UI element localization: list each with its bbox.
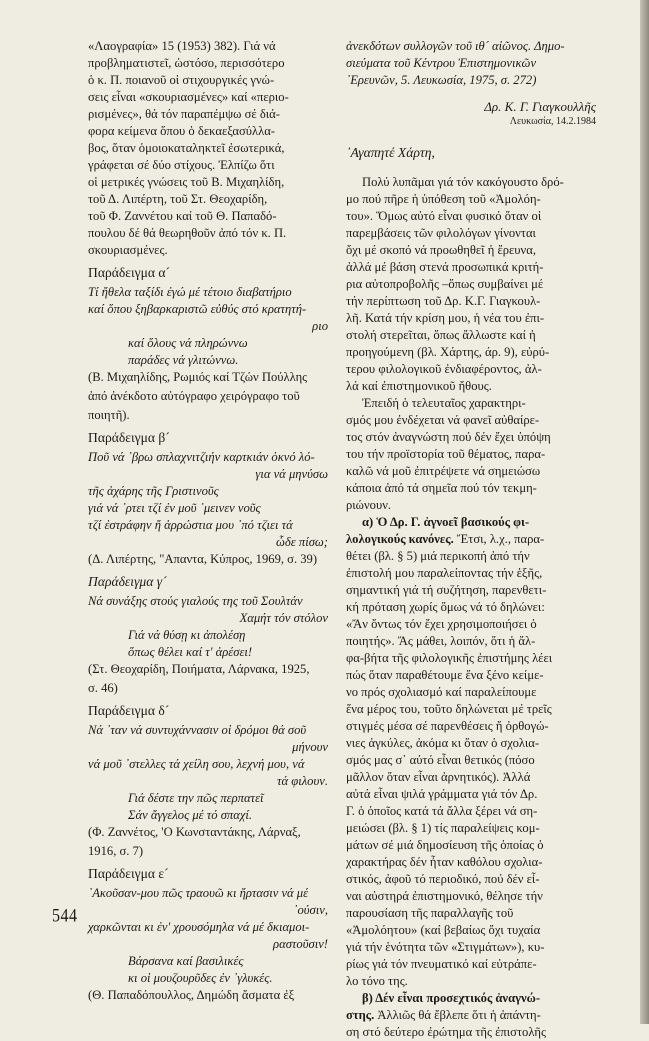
text-line: «Ἄν ὄντως τόν ἔχει χρησιμοποιήσει ὁ: [346, 617, 537, 631]
text-line: ποιητής». Ἄς μάθει, λοιπόν, ὅτι ἡ ἄλ-: [346, 634, 536, 648]
verse-line: Τί ἤθελα ταξίδι ἐγώ μέ τέτοιο διαβατήριο: [88, 285, 292, 299]
section-b-body: [346, 1024, 596, 1041]
text-line: γράφεται σέ δύο στίχους. Ἐλπίζω ὅτι: [88, 158, 275, 172]
example-source: (Φ. Ζαννέτος, 'Ο Κωνσταντάκης, Λάρναξ,: [88, 825, 301, 839]
text-line: ἕνα μέρος του, τοῦτο δηλώνεται μέ τρεῖς: [346, 702, 552, 716]
text-line: μειώσει (βλ. § 1) τίς παραλείψεις κομ-: [346, 821, 540, 835]
text-line: στικός, ἀφοῦ τό περιοδικό, πού δέν εἶ-: [346, 872, 540, 886]
text-line: τοῦ Δ. Λιπέρτη, τοῦ Στ. Θεοχαρίδη,: [88, 192, 268, 206]
verse-line: ραστοῦσιν!: [273, 937, 328, 951]
verse-line: τά φιλουν.: [276, 774, 328, 788]
text-line: τήν περίπτωση τοῦ Δρ. Κ.Γ. Γιαγκουλ-: [346, 294, 541, 308]
text-line: ση στό δεύτερο ἐρώτημα τῆς ἐπιστολῆς: [346, 1025, 547, 1039]
text-line: μάτων σέ μιά δημοσίευση τῆς ὁποίας ὁ: [346, 838, 544, 852]
verse-line: γιά νά ᾽ρτει τζί ἐν μοῦ ᾽μειvεν νοῦς: [88, 501, 261, 515]
verse-line: νά μοῦ ᾽στελλες τά χείλη σου, λεχνή μου, νά: [88, 757, 305, 771]
text-line: νιες ἀγκύλες, ἀκόμα κι ὅταν ὁ σχολια-: [346, 736, 540, 750]
text-line: λά καί ἐπιστημονικοῦ ἤθους.: [346, 379, 492, 393]
section-a: [346, 514, 596, 990]
verse-line: καί ὅπου ξηβαρκαριστῶ εὐθύς στό κρατητή-: [88, 302, 307, 316]
text-line: σεις εἶναι «σκουριασμένες» καί «περιο-: [88, 90, 289, 104]
text-line: φορα κείμενα ὅπου ὁ δεκαεξασύλλα-: [88, 124, 275, 138]
verse-line: Βάρσανα καί βασιλικές: [128, 954, 244, 968]
citation-line: ᾽Ερευνῶν, 5. Λευκωσία, 1975, σ. 272): [346, 73, 537, 87]
text-line: «Ἀμολόητου» (καί βεβαίως ὄχι τυχαία: [346, 923, 541, 937]
page-edge-shadow: [640, 0, 649, 1024]
paragraph-2: [346, 395, 596, 514]
text-line: ναι αὐστηρά ἐπιστημονικό, θέλησε τήν: [346, 889, 543, 903]
example-source: (Δ. Λιπέρτης, "Απαντα, Κύπρος, 1969, σ. 39): [88, 552, 318, 566]
text-line: τοῦ Φ. Ζαννέτου καί τοῦ Θ. Παπαδό-: [88, 209, 277, 223]
text-line: τερου φιλολογικοῦ ἐνδιαφέροντος, ἀλ-: [346, 362, 542, 376]
verse-line: τζί ἐστράφην ἤ ἀρρώστια μου ᾽πό τζιει τά: [88, 518, 293, 532]
verse-line: ᾽Ακοῦσαν-μου πῶς τραουῶ κι ἤρτασιν νά μέ: [88, 886, 309, 900]
verse-line: τῆς ἀχάρης τῆς Γριστινοῦς: [88, 484, 219, 498]
text-line: μᾶλλον ὅταν εἶναι ἀρνητικός). Ἀλλά: [346, 770, 531, 784]
section-b-title: β) Δέν εἶναι προσεχτικός ἀναγνώ-: [362, 991, 541, 1005]
section-a-heading-line: [346, 514, 596, 531]
letter-salutation: ᾽Αγαπητέ Χάρτη,: [346, 145, 435, 160]
left-column: [88, 38, 328, 1006]
verse-line: παράδες νά γλιτώννω.: [128, 353, 239, 367]
text-line: χαρακτήρας δέν ἦταν καθόλου σχολια-: [346, 855, 543, 869]
text-line: ὄχι μέ σκοπό νά προωθηθεῖ ἡ ἔρευνα,: [346, 243, 536, 257]
text-line: σημαντική γιά τή συζήτηση, παρενθετι-: [346, 583, 547, 597]
verse-line: καί ὅλους νά πληρώννω: [128, 336, 248, 350]
example-source: ποιητῆ).: [88, 408, 130, 422]
text-line: σμός μου ἐνδέχεται νά φανεῖ αὐθαίρε-: [346, 413, 540, 427]
text-line: λο τόνο της.: [346, 974, 408, 988]
example-source: (Θ. Παπαδόπουλλος, Δημώδη ἄσματα ἐξ: [88, 988, 295, 1002]
page-number: 544: [52, 906, 78, 927]
text-line: πουλου δέ θά θεωρηθοῦν ἀπό τόν κ. Π.: [88, 226, 287, 240]
example-heading: Παράδειγμα ε´: [88, 866, 169, 881]
intro-paragraph: [88, 38, 328, 259]
text-line: του». Ὅμως αὐτό εἶναι φυσικό ὅταν οἱ: [346, 209, 542, 223]
text-line: ρισμένες», θά τόν παραπέμψω σέ διά-: [88, 107, 280, 121]
letter-signature: Δρ. Κ. Γ. Γιαγκουλλῆς: [484, 99, 596, 114]
text-line: κή πρόταση χωρίς ὅμως νά τό δηλώνει:: [346, 600, 545, 614]
section-b-heading-line-2: [346, 1007, 596, 1024]
verse-line: Χαμήτ τόν στόλον: [239, 611, 328, 625]
verse-line: χαρκῶνται κι ἐν' χρουσόμηλα νά μέ δκιαμοι-: [88, 920, 310, 934]
example-source: ἀπό ἀνέκδοτο αὐτόγραφο χειρόγραφο τοῦ: [88, 389, 300, 403]
text-line: παρουσίαση τῆς παραλλαγῆς τοῦ: [346, 906, 514, 920]
example-source: σ. 46): [88, 681, 118, 695]
verse-line: Νά ᾽ταν νά συντυχάννασιν οἱ δρόμοι θά σοῦ: [88, 723, 307, 737]
example-source: (Στ. Θεοχαρίδη, Ποιήματα, Λάρνακα, 1925,: [88, 662, 310, 676]
text-line: προηγούμενη (βλ. Χάρτης, άρ. 9), εὐρύ-: [346, 345, 550, 359]
text-line: στολή στερεῖται, ὅπως ἄλλωστε καί ἡ: [346, 328, 536, 342]
citation-line: ἀνεκδότων συλλογῶν τοῦ ιθ´ αἰῶνος. Δημο-: [346, 39, 565, 53]
section-a-heading-line-2: [346, 531, 596, 548]
examples-list: [88, 264, 328, 1004]
example-heading: Παράδειγμα α´: [88, 265, 171, 280]
text-line: γιά τήν ἑνότητα τῶν «Στιγμάτων»), κυ-: [346, 940, 545, 954]
verse-line: ριο: [312, 319, 328, 333]
text-line: ριώνουν.: [346, 498, 392, 512]
citation-continuation: [346, 38, 596, 89]
text-line: Ἐπειδή ὁ τελευταῖος χαρακτηρι-: [362, 396, 526, 410]
verse-line: ᾽ούσιν,: [293, 903, 328, 917]
text-line: πώς ὅταν παραθέτουμε ἕνα ξένο κείμε-: [346, 668, 544, 682]
verse-line: μήνουν: [292, 740, 328, 754]
section-b-first-text: Ἀλλιῶς θά ἔβλεπε ὅτι ἡ ἀπάντη-: [374, 1008, 541, 1022]
section-a-first-text: Ἔτσι, λ.χ., παρα-: [453, 532, 545, 546]
verse-line: ὧδε πίσω;: [276, 535, 328, 549]
example-heading: Παράδειγμα γ´: [88, 574, 167, 589]
section-b-title-end: στης.: [346, 1008, 375, 1022]
section-a-title: α) Ὁ Δρ. Γ. ἀγνοεῖ βασικούς φι-: [362, 515, 530, 529]
verse-line: ὅπως θέλει καί τ' ἀρέσει!: [128, 645, 253, 659]
example-heading: Παράδειγμα β´: [88, 430, 170, 445]
text-line: οἱ μετρικές γνώσεις τοῦ Β. Μιχαηλίδη,: [88, 175, 285, 189]
text-line: ρια αὐτοπροβολῆς –ὅπως συμβαίνει μέ: [346, 277, 544, 291]
citation-line: σιεύματα τοῦ Κέντρου Ἐπιστημονικῶν: [346, 56, 537, 70]
text-line: καλῶ νά μοῦ ἐπιτρέψετε νά σημειώσω: [346, 464, 541, 478]
section-a-title-end: λολογικούς κανόνες.: [346, 532, 454, 546]
text-line: σμός μας σ᾽ αὐτό εἶναι θετικός (πόσο: [346, 753, 535, 767]
text-line: λῆ. Κατά τήν κρίση μου, ἡ νέα του ἐπι-: [346, 311, 545, 325]
section-b-heading-line: [346, 990, 596, 1007]
text-line: ἀλλά μέ βάση στενά προσωπικά κριτή-: [346, 260, 544, 274]
verse-line: κι οἱ μουζουρῦδες ἐν ᾽γλυκές.: [128, 971, 273, 985]
text-line: Γ. ὁ ὁποῖος κατά τά ἄλλα ξέρει νά ση-: [346, 804, 538, 818]
text-line: θέτει (βλ. § 5) μιά περικοπή ἀπό τήν: [346, 549, 530, 563]
text-line: ἐπιστολή μου παραλείποντας τήν ἑξῆς,: [346, 566, 543, 580]
text-line: ρίως γιά τόν πνευματικό καί εὐτράπε-: [346, 957, 537, 971]
text-line: φα-βήτα τῆς φιλολογικῆς ἐπιστήμης λέει: [346, 651, 553, 665]
text-line: του τήν προϊστορία τοῦ θέματος, παρα-: [346, 447, 546, 461]
text-line: τος στόν ἀναγνώστη πού δέν ἔχει ὑπόψη: [346, 430, 551, 444]
text-line: Πολύ λυπᾶμαι γιά τόν κακόγουστο δρό-: [362, 175, 564, 189]
text-line: «Λαογραφία» 15 (1953) 382). Γιά νά: [88, 39, 276, 53]
verse-line: Σάν ἄγγελος μέ τό σπαχί.: [128, 808, 253, 822]
text-line: αὐτά εἶναι ψιλά γράμματα γιά τόν Δρ.: [346, 787, 538, 801]
text-line: βος, ὅταν ὁμοιοκαταληκτεῖ ἐσωτερικά,: [88, 141, 285, 155]
verse-line: για νά μηνύσω: [255, 467, 328, 481]
text-line: παρεμβάσεις τῶν φιλολόγων γίνονται: [346, 226, 536, 240]
text-line: σκουριασμένες.: [88, 243, 168, 257]
verse-line: Ποῦ νά ᾽βρω σπλαχνιτζιήν καρτκιάν ὀκνό λό-: [88, 450, 315, 464]
text-line: νο πρός σχολιασμό καί παραλείπουμε: [346, 685, 537, 699]
text-line: στιγμές μέσα σέ παρενθέσεις ἤ ὀρθογώ-: [346, 719, 549, 733]
section-a-body: [346, 548, 596, 990]
verse-line: Γιά νά θύσῃ κι ἀπολέσῃ: [128, 628, 246, 642]
text-line: προβληματιστεῖ, ὡστόσο, περισσότερο: [88, 56, 285, 70]
letter-date: Λευκωσία, 14.2.1984: [509, 116, 596, 127]
text-line: ὁ κ. Π. ποιανοῦ οἱ στιχουργικές γνώ-: [88, 73, 275, 87]
text-line: μο πού πῆρε ἡ ὑπόθεση τοῦ «Ἀμολόη-: [346, 192, 541, 206]
right-column: [346, 38, 596, 1041]
example-source: (Β. Μιχαηλίδης, Ρωμιός καί Τζών Πούλλης: [88, 370, 308, 384]
section-b: [346, 990, 596, 1041]
example-source: 1916, σ. 7): [88, 844, 144, 858]
verse-line: Νά συνάξης στούς γιαλούς της τοῦ Σουλτάν: [88, 594, 303, 608]
verse-line: Γιά δέστε την πῶς περπατεῖ: [128, 791, 264, 805]
example-heading: Παράδειγμα δ´: [88, 703, 170, 718]
paragraph-1: [346, 174, 596, 395]
text-line: κάποια ἀπό τά σημεῖα πού τόν τεκμη-: [346, 481, 537, 495]
